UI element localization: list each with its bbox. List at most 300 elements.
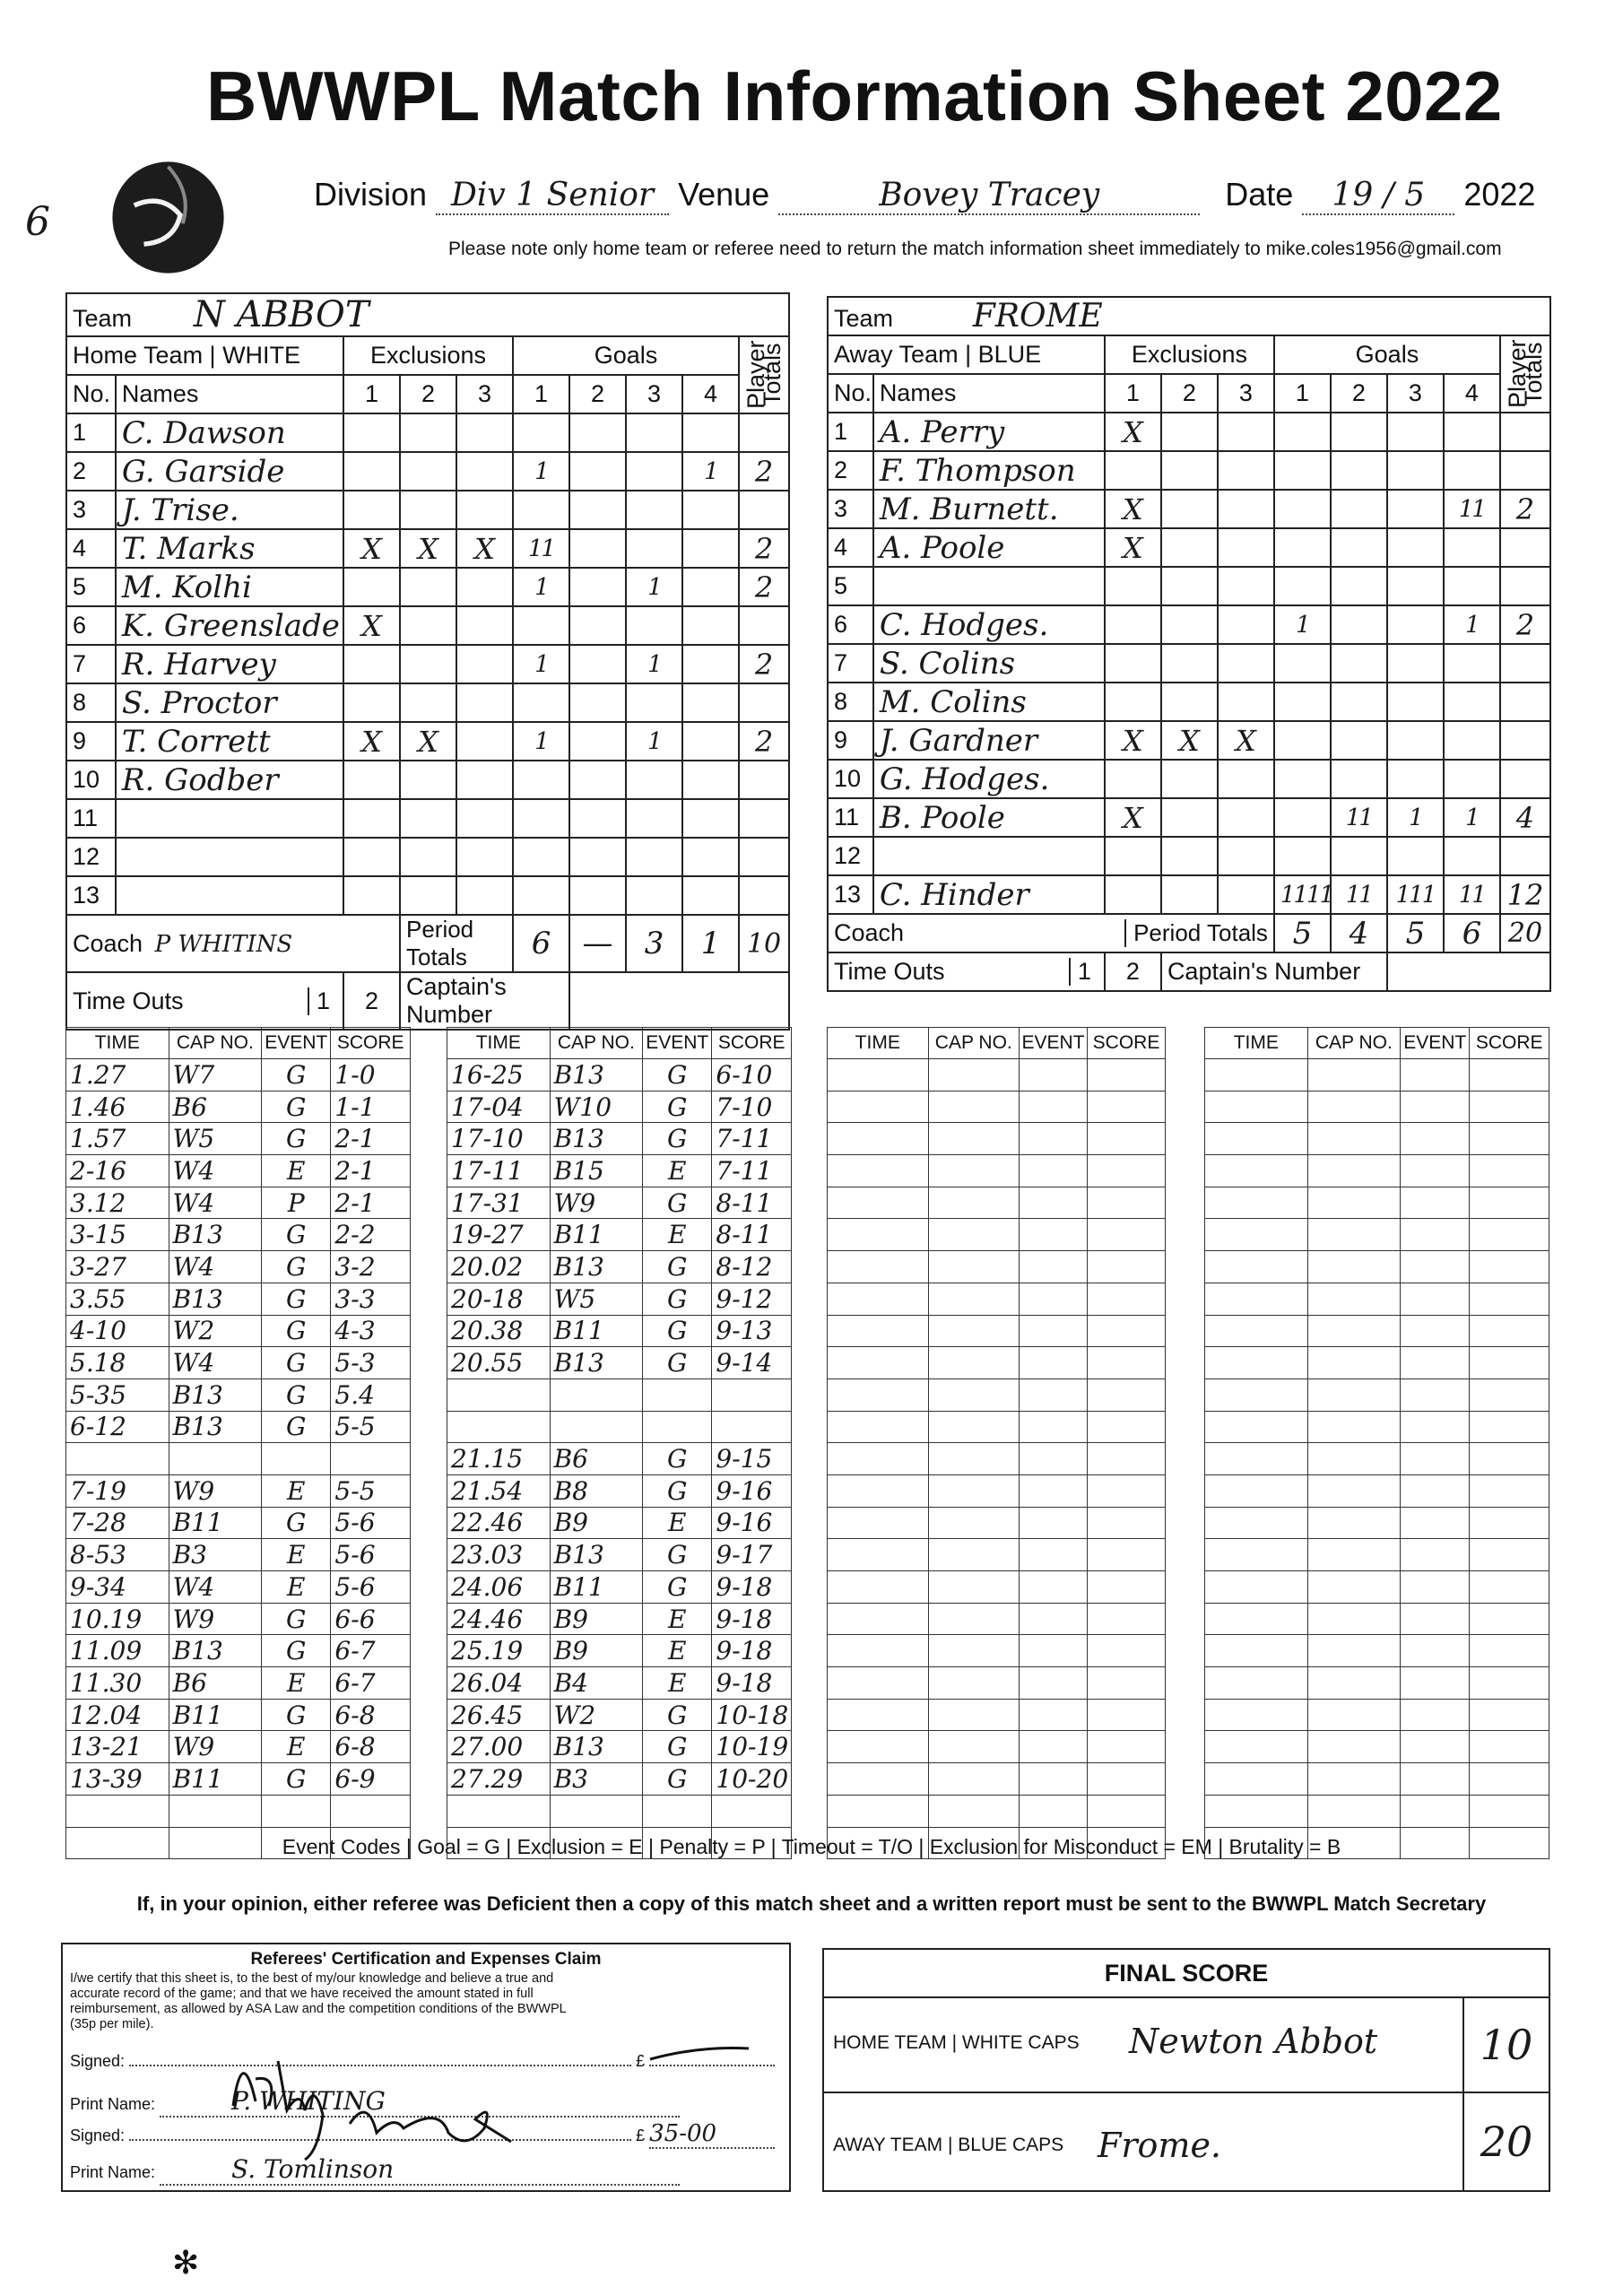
- log-score: 5.4: [331, 1378, 411, 1411]
- away-player-row: [828, 605, 1550, 644]
- log-cap-no: [1307, 1155, 1400, 1187]
- coach-label: Coach: [834, 919, 905, 946]
- log-header-cap-no: CAP NO.: [169, 1028, 261, 1059]
- away-player-row: [828, 413, 1550, 451]
- log-time: [1205, 1123, 1308, 1155]
- venue-value: Bovey Tracey: [778, 177, 1200, 215]
- goal-tally: [569, 876, 626, 915]
- log-row: [66, 1347, 411, 1379]
- log-cap-no: B15: [550, 1155, 642, 1187]
- log-score: [1088, 1219, 1166, 1251]
- goal-tally: [513, 683, 569, 722]
- player-total: 2: [739, 452, 789, 491]
- log-cap-no: [1307, 1795, 1400, 1827]
- log-score: 8-11: [712, 1219, 792, 1251]
- log-time: 13-21: [66, 1731, 169, 1763]
- log-event: [1401, 1731, 1470, 1763]
- log-event: G: [643, 1315, 712, 1347]
- goal-tally: [682, 876, 739, 915]
- player-total: 2: [1500, 490, 1550, 528]
- log-row: [447, 1731, 792, 1763]
- log-time: [828, 1347, 929, 1379]
- goal-tally: [682, 568, 739, 606]
- goals-header: Goals: [1274, 335, 1500, 374]
- goal-tally: 11: [1444, 875, 1500, 914]
- log-score: 9-15: [712, 1443, 792, 1475]
- log-event: [1020, 1763, 1088, 1796]
- log-cap-no: B9: [550, 1635, 642, 1667]
- log-event: [1401, 1123, 1470, 1155]
- log-row: [66, 1603, 411, 1635]
- goal-tally: [513, 491, 569, 529]
- goal-tally: [682, 413, 739, 452]
- log-time: 5-35: [66, 1378, 169, 1411]
- player-number: 10: [66, 761, 116, 799]
- log-row: [447, 1283, 792, 1315]
- away-player-row: [828, 875, 1550, 914]
- log-event: [1401, 1315, 1470, 1347]
- player-number: 3: [828, 490, 873, 528]
- player-number: 1: [828, 413, 873, 451]
- goal-tally: [1444, 567, 1500, 605]
- log-time: [447, 1378, 551, 1411]
- log-event: [1020, 1667, 1088, 1700]
- log-event: [1020, 1731, 1088, 1763]
- player-name: G. Garside: [116, 452, 343, 491]
- player-number: 10: [828, 760, 873, 798]
- player-total: [739, 606, 789, 645]
- pound-label: £: [636, 2052, 646, 2070]
- away-captain-number: [1387, 952, 1550, 991]
- goal-tally: [626, 683, 682, 722]
- log-time: 17-10: [447, 1123, 551, 1155]
- home-player-row: [66, 683, 789, 722]
- log-score: [712, 1378, 792, 1411]
- goal-tally: [513, 838, 569, 876]
- exclusion-mark: X: [400, 529, 456, 568]
- player-name: [873, 567, 1105, 605]
- exclusion-mark: X: [1105, 413, 1161, 451]
- player-total: [739, 413, 789, 452]
- goal-tally: 1: [626, 645, 682, 683]
- home-period-3: 3: [626, 915, 682, 972]
- log-score: [1088, 1378, 1166, 1411]
- goal-tally: [569, 838, 626, 876]
- return-notice: Please note only home team or referee need to return the match information sheet immediately to mike.coles1956@gmail.com: [448, 239, 1502, 259]
- exclusion-mark: [1218, 798, 1274, 837]
- log-cap-no: [928, 1155, 1020, 1187]
- exclusion-mark: [456, 876, 513, 915]
- log-time: [1205, 1763, 1308, 1796]
- log-score: [1088, 1667, 1166, 1700]
- date-value: 19 / 5: [1302, 177, 1454, 215]
- log-score: [1088, 1123, 1166, 1155]
- exclusions-header: Exclusions: [1105, 335, 1274, 374]
- exclusion-mark: X: [400, 722, 456, 761]
- log-cap-no: [928, 1763, 1020, 1796]
- log-cap-no: B6: [169, 1667, 261, 1700]
- log-row: [1205, 1219, 1549, 1251]
- log-score: 6-9: [331, 1763, 411, 1796]
- log-cap-no: B13: [550, 1539, 642, 1571]
- log-score: [712, 1795, 792, 1827]
- log-row: [1205, 1795, 1549, 1827]
- home-player-row: [66, 799, 789, 838]
- log-row: [447, 1635, 792, 1667]
- goal-tally: [1387, 528, 1444, 567]
- home-timeout-2: 2: [343, 972, 400, 1030]
- log-row: [447, 1539, 792, 1571]
- page-title: BWWPL Match Information Sheet 2022: [206, 57, 1503, 135]
- away-period-1: 5: [1274, 914, 1331, 952]
- log-event: G: [262, 1699, 331, 1731]
- goal-tally: [569, 645, 626, 683]
- log-time: [1205, 1795, 1308, 1827]
- goal-col-1: 1: [513, 375, 569, 413]
- exclusion-mark: [1218, 490, 1274, 528]
- exclusion-mark: [1218, 837, 1274, 875]
- home-player-row: [66, 491, 789, 529]
- log-event: G: [643, 1699, 712, 1731]
- player-number: 8: [66, 683, 116, 722]
- log-header-time: TIME: [1205, 1028, 1308, 1059]
- log-score: 2-1: [331, 1187, 411, 1219]
- log-score: [1470, 1603, 1549, 1635]
- amount-2: 35-00: [649, 2120, 775, 2149]
- log-time: 3-27: [66, 1251, 169, 1283]
- log-event: E: [643, 1667, 712, 1700]
- log-event: [1401, 1347, 1470, 1379]
- log-time: [828, 1603, 929, 1635]
- log-cap-no: [169, 1443, 261, 1475]
- log-score: 3-2: [331, 1251, 411, 1283]
- log-time: [1205, 1315, 1308, 1347]
- log-event: [1020, 1251, 1088, 1283]
- log-score: 5-6: [331, 1539, 411, 1571]
- log-event: G: [262, 1091, 331, 1123]
- log-time: 27.00: [447, 1731, 551, 1763]
- log-cap-no: B13: [169, 1283, 261, 1315]
- exclusion-mark: X: [1105, 798, 1161, 837]
- log-score: [1088, 1763, 1166, 1796]
- home-final-name: Newton Abbot: [1129, 2022, 1378, 2061]
- exclusion-mark: [456, 491, 513, 529]
- log-score: 5-6: [331, 1571, 411, 1604]
- log-score: [712, 1411, 792, 1443]
- log-score: 9-18: [712, 1667, 792, 1700]
- away-player-row: [828, 490, 1550, 528]
- goal-tally: [1274, 760, 1331, 798]
- exclusion-mark: [343, 413, 400, 452]
- log-score: 9-18: [712, 1635, 792, 1667]
- home-caps-label: HOME TEAM | WHITE CAPS: [833, 2032, 1080, 2053]
- log-score: 8-11: [712, 1187, 792, 1219]
- log-score: 9-18: [712, 1603, 792, 1635]
- exclusion-mark: X: [343, 606, 400, 645]
- log-event: G: [643, 1731, 712, 1763]
- goal-tally: [1331, 683, 1387, 721]
- goal-col-4: 4: [682, 375, 739, 413]
- referee-signatures: [215, 2025, 574, 2169]
- event-log-2: [447, 1027, 792, 1859]
- goal-tally: 11: [1331, 875, 1387, 914]
- log-header-time: TIME: [447, 1028, 551, 1059]
- goal-tally: [1387, 721, 1444, 760]
- log-cap-no: [1307, 1123, 1400, 1155]
- log-event: [1020, 1283, 1088, 1315]
- player-name: S. Proctor: [116, 683, 343, 722]
- log-time: 10.19: [66, 1603, 169, 1635]
- player-number: 1: [66, 413, 116, 452]
- log-event: [1020, 1539, 1088, 1571]
- log-score: 10-19: [712, 1731, 792, 1763]
- exclusion-mark: [1105, 451, 1161, 490]
- log-row: [828, 1315, 1166, 1347]
- exclusion-mark: [1105, 837, 1161, 875]
- log-event: [1020, 1699, 1088, 1731]
- log-score: [1088, 1699, 1166, 1731]
- log-cap-no: [928, 1283, 1020, 1315]
- goal-tally: [569, 452, 626, 491]
- log-cap-no: [928, 1731, 1020, 1763]
- log-score: [1088, 1347, 1166, 1379]
- away-timeout-2: 2: [1105, 952, 1161, 991]
- log-event: G: [262, 1763, 331, 1796]
- log-event: E: [262, 1571, 331, 1604]
- goal-tally: [1387, 413, 1444, 451]
- away-player-row: [828, 644, 1550, 683]
- log-row: [447, 1347, 792, 1379]
- exclusion-mark: [1105, 605, 1161, 644]
- exclusion-mark: [1161, 528, 1218, 567]
- log-score: [331, 1443, 411, 1475]
- log-cap-no: [928, 1251, 1020, 1283]
- log-cap-no: [1307, 1411, 1400, 1443]
- exclusion-mark: [343, 645, 400, 683]
- log-score: [1470, 1571, 1549, 1604]
- event-log-1: [65, 1027, 411, 1859]
- log-row: [1205, 1571, 1549, 1604]
- log-event: G: [262, 1283, 331, 1315]
- exclusion-mark: [1161, 567, 1218, 605]
- log-row: [66, 1539, 411, 1571]
- goal-tally: 1: [1444, 798, 1500, 837]
- log-time: 17-11: [447, 1155, 551, 1187]
- exclusion-mark: [400, 799, 456, 838]
- exclusion-mark: [343, 683, 400, 722]
- player-name: M. Kolhi: [116, 568, 343, 606]
- goal-tally: [682, 838, 739, 876]
- log-event: G: [262, 1315, 331, 1347]
- log-cap-no: [1307, 1571, 1400, 1604]
- goal-tally: [1444, 837, 1500, 875]
- player-name: K. Greenslade: [116, 606, 343, 645]
- log-cap-no: B6: [169, 1091, 261, 1123]
- player-number: 7: [66, 645, 116, 683]
- log-time: [1205, 1667, 1308, 1700]
- log-row: [447, 1699, 792, 1731]
- log-row: [66, 1507, 411, 1539]
- log-event: G: [643, 1059, 712, 1091]
- goal-tally: 1: [626, 722, 682, 761]
- log-row: [828, 1795, 1166, 1827]
- goal-tally: [1331, 567, 1387, 605]
- player-total: 4: [1500, 798, 1550, 837]
- goal-tally: [1274, 683, 1331, 721]
- exclusion-mark: [456, 761, 513, 799]
- names-header: Names: [873, 374, 1105, 413]
- log-cap-no: [1307, 1603, 1400, 1635]
- event-log-4: [1204, 1027, 1549, 1859]
- log-cap-no: [1307, 1539, 1400, 1571]
- log-time: 21.54: [447, 1474, 551, 1507]
- log-row: [828, 1283, 1166, 1315]
- home-period-1: 6: [513, 915, 569, 972]
- exclusion-mark: [400, 568, 456, 606]
- goal-tally: 11: [1444, 490, 1500, 528]
- home-player-row: [66, 413, 789, 452]
- log-event: [1401, 1059, 1470, 1091]
- player-name: B. Poole: [873, 798, 1105, 837]
- log-time: [828, 1219, 929, 1251]
- goal-tally: [682, 529, 739, 568]
- log-time: [1205, 1091, 1308, 1123]
- home-final-row: [824, 1998, 1549, 2093]
- player-total: [739, 876, 789, 915]
- home-side-label: Home Team | WHITE: [66, 336, 343, 375]
- log-cap-no: [1307, 1347, 1400, 1379]
- goal-tally: [1274, 490, 1331, 528]
- log-time: [828, 1699, 929, 1731]
- log-cap-no: [1307, 1315, 1400, 1347]
- log-time: [1205, 1539, 1308, 1571]
- log-score: [1470, 1539, 1549, 1571]
- time-outs-label: Time Outs: [73, 987, 184, 1014]
- log-score: [1088, 1474, 1166, 1507]
- log-score: [1470, 1315, 1549, 1347]
- exclusion-mark: [400, 452, 456, 491]
- exclusion-mark: [400, 606, 456, 645]
- player-number: 12: [66, 838, 116, 876]
- goal-tally: [1387, 567, 1444, 605]
- log-event: [1020, 1795, 1088, 1827]
- log-header-event: EVENT: [1401, 1028, 1470, 1059]
- division-value: Div 1 Senior: [436, 177, 669, 215]
- log-cap-no: W9: [169, 1474, 261, 1507]
- goal-tally: [626, 413, 682, 452]
- goal-tally: [1274, 451, 1331, 490]
- log-time: 2-16: [66, 1155, 169, 1187]
- log-score: 9-13: [712, 1315, 792, 1347]
- log-row: [447, 1155, 792, 1187]
- player-total: [739, 491, 789, 529]
- goal-col-1: 1: [1274, 374, 1331, 413]
- away-final-row: [824, 2093, 1549, 2190]
- log-cap-no: B13: [550, 1251, 642, 1283]
- exclusion-mark: [456, 452, 513, 491]
- log-time: 22.46: [447, 1507, 551, 1539]
- log-cap-no: W9: [550, 1187, 642, 1219]
- log-event: E: [262, 1155, 331, 1187]
- log-row: [447, 1795, 792, 1827]
- home-player-row: [66, 722, 789, 761]
- log-cap-no: [550, 1795, 642, 1827]
- log-score: [331, 1795, 411, 1827]
- log-event: G: [262, 1251, 331, 1283]
- log-score: [1470, 1635, 1549, 1667]
- exclusion-mark: [456, 722, 513, 761]
- player-total: 12: [1500, 875, 1550, 914]
- log-time: [828, 1315, 929, 1347]
- log-header-score: SCORE: [1470, 1028, 1549, 1059]
- log-cap-no: B13: [169, 1635, 261, 1667]
- log-time: [828, 1795, 929, 1827]
- log-event: E: [643, 1155, 712, 1187]
- referee-certification-box: [61, 1943, 791, 2192]
- log-cap-no: B9: [550, 1603, 642, 1635]
- log-time: [828, 1571, 929, 1604]
- goal-tally: [1387, 644, 1444, 683]
- log-row: [828, 1443, 1166, 1475]
- goal-tally: [1387, 760, 1444, 798]
- log-event: [1020, 1123, 1088, 1155]
- exclusion-mark: [1161, 798, 1218, 837]
- print-name-1: P. WHITING: [160, 2086, 680, 2118]
- goal-tally: [569, 491, 626, 529]
- goal-tally: [1331, 760, 1387, 798]
- log-row: [828, 1667, 1166, 1700]
- goal-tally: [626, 529, 682, 568]
- log-event: [1401, 1219, 1470, 1251]
- log-score: [1088, 1603, 1166, 1635]
- log-time: [828, 1667, 929, 1700]
- log-score: 2-1: [331, 1155, 411, 1187]
- log-score: 4-3: [331, 1315, 411, 1347]
- exclusion-mark: [1161, 875, 1218, 914]
- log-row: [66, 1474, 411, 1507]
- exclusion-mark: X: [1105, 721, 1161, 760]
- exclusion-mark: [400, 413, 456, 452]
- exclusion-mark: [1218, 644, 1274, 683]
- deficient-notice: If, in your opinion, either referee was Deficient then a copy of this match sheet and a written report must be sent to the BWWPL Match Secretary: [136, 1892, 1487, 1915]
- log-row: [66, 1763, 411, 1796]
- goal-tally: [682, 799, 739, 838]
- log-cap-no: [928, 1507, 1020, 1539]
- log-time: 26.45: [447, 1699, 551, 1731]
- log-event: E: [262, 1539, 331, 1571]
- log-score: 7-11: [712, 1155, 792, 1187]
- log-score: 3-3: [331, 1283, 411, 1315]
- log-score: [1470, 1347, 1549, 1379]
- log-time: [828, 1187, 929, 1219]
- log-time: 11.30: [66, 1667, 169, 1700]
- log-score: [1088, 1731, 1166, 1763]
- exclusion-mark: [1161, 451, 1218, 490]
- log-score: [1470, 1219, 1549, 1251]
- log-time: [1205, 1507, 1308, 1539]
- log-cap-no: [928, 1443, 1020, 1475]
- exclusion-mark: [1161, 605, 1218, 644]
- log-row: [828, 1571, 1166, 1604]
- log-event: G: [643, 1443, 712, 1475]
- team-label: Team: [834, 305, 894, 332]
- log-row: [447, 1443, 792, 1475]
- log-row: [66, 1187, 411, 1219]
- log-header-time: TIME: [828, 1028, 929, 1059]
- player-name: C. Hinder: [873, 875, 1105, 914]
- log-row: [66, 1571, 411, 1604]
- log-event: E: [262, 1667, 331, 1700]
